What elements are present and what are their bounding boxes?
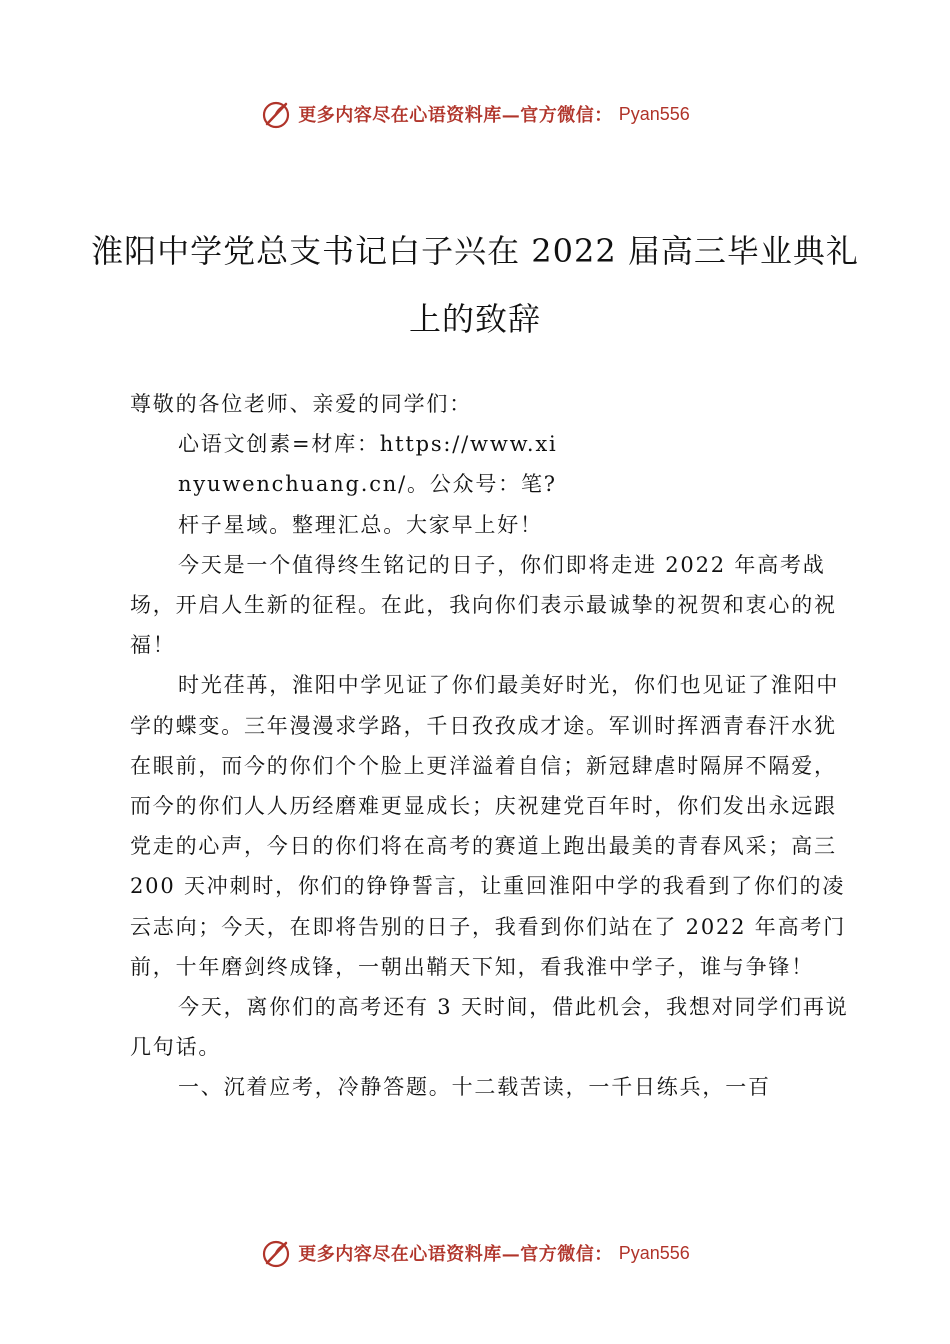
document-body [130, 384, 850, 1108]
inserted-note: 心语文创素=材库：https://www.xinyuwenchuang.cn/。公众号：笔?杆子星域。整理汇总。大家早上好！ [178, 432, 558, 537]
document-title: 淮阳中学党总支书记白子兴在 2022 届高三毕业典礼上的致辞 [91, 232, 859, 338]
watermark-text: 更多内容尽在心语资料库—官方微信： [298, 1244, 613, 1265]
watermark-wechat-id: Pyan556 [618, 1242, 690, 1263]
header-watermark [0, 94, 950, 134]
quill-logo-icon [260, 1237, 292, 1269]
watermark-wechat-id: Pyan556 [618, 103, 690, 124]
quill-logo-icon [260, 98, 292, 130]
watermark-text: 更多内容尽在心语资料库—官方微信： [298, 105, 613, 126]
paragraph: 今天是一个值得终生铭记的日子，你们即将走进 2022 年高考战场，开启人生新的征程。在此，我向你们表示最诚挚的祝贺和衷心的祝福！ [130, 552, 837, 658]
paragraph: 时光荏苒，淮阳中学见证了你们最美好时光，你们也见证了淮阳中学的蝶变。三年漫漫求学路，千日孜孜成才途。军训时挥洒青春汗水犹在眼前，而今的你们个个脸上更洋溢着自信；新冠肆虐时隔屏不隔爱，而今的你们人人历经磨难更显成长；庆祝建党百年时，你们发出永远跟党走的心声，今日的你们将在高考的赛道上跑出最美的青春风采；高三 200 天冲刺时，你们的铮铮誓言，让重回淮阳中学的我看到了你们的凌云志向；今天，在即将告别的日子，我看到你们站在了 2022 年高考门前，十年磨剑终成锋，一朝出鞘天下知，看我淮中学子，谁与争锋！ [130, 673, 846, 979]
paragraph: 今天，离你们的高考还有 3 天时间，借此机会，我想对同学们再说几句话。 [130, 995, 849, 1060]
paragraph: 一、沉着应考，冷静答题。十二载苦读，一千日练兵，一百 [178, 1075, 771, 1100]
footer-watermark [0, 1233, 950, 1273]
salutation: 尊敬的各位老师、亲爱的同学们： [130, 392, 472, 416]
